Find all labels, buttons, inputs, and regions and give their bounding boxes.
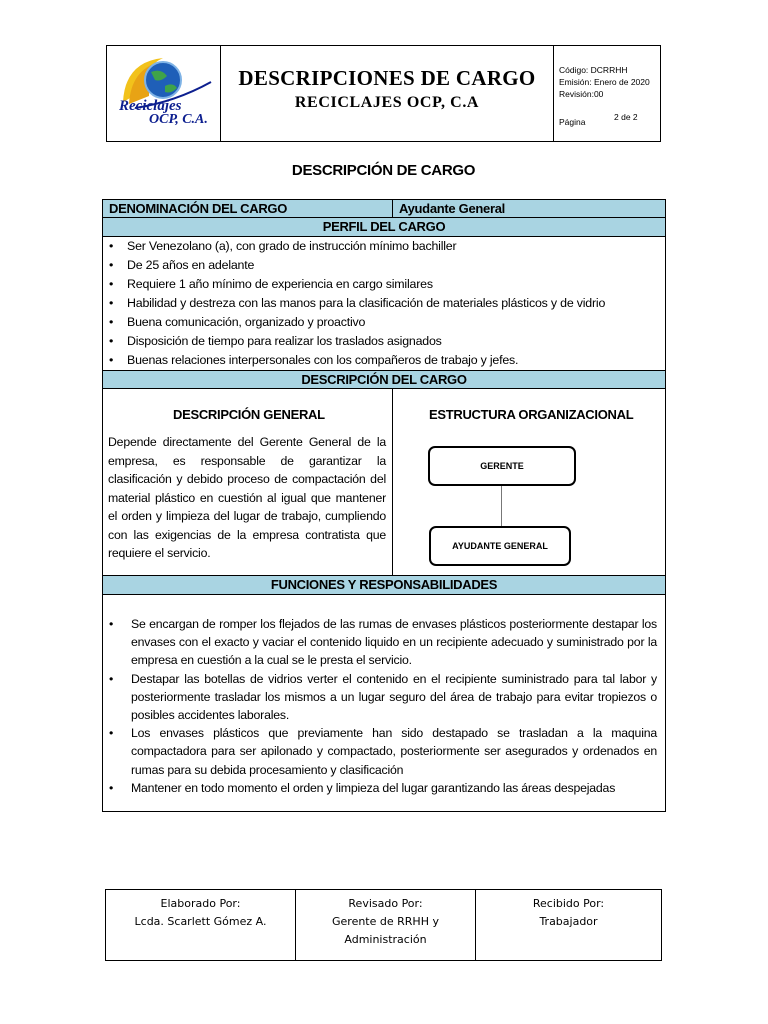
- denomination-value: Ayudante General: [399, 201, 505, 216]
- reviewed-role-line1: Gerente de RRHH y: [332, 915, 439, 928]
- logo-text-line2: OCP, C.A.: [149, 112, 208, 127]
- description-header: DESCRIPCIÓN DEL CARGO: [103, 370, 665, 389]
- list-item: • Habilidad y destreza con las manos para la clasificación de materiales plásticos y de vidrio: [103, 294, 665, 313]
- header-company: RECICLAJES OCP, C.A: [294, 94, 480, 111]
- reviewed-role-line2: Administración: [344, 933, 427, 946]
- list-item: • Requiere 1 año mínimo de experiencia en cargo similares: [103, 275, 665, 294]
- signature-table: [105, 889, 662, 961]
- received-cell: [476, 890, 661, 960]
- denomination-label: DENOMINACIÓN DEL CARGO: [103, 200, 393, 217]
- reviewed-label: Revisado Por:: [348, 897, 423, 910]
- list-item: • De 25 años en adelante: [103, 256, 665, 275]
- header-meta-cell: [554, 46, 660, 141]
- page-label: Página: [559, 117, 586, 127]
- doc-title: DESCRIPCIÓN DE CARGO: [291, 162, 476, 179]
- org-connector-line: [501, 484, 502, 528]
- doc-code: Código: DCRRHH: [559, 65, 628, 75]
- job-description-table: [102, 199, 666, 812]
- org-box-manager: GERENTE: [428, 446, 576, 486]
- header-title: DESCRIPCIONES DE CARGO: [238, 66, 536, 90]
- logo-cell: [107, 46, 221, 141]
- list-item: • Ser Venezolano (a), con grado de instrucción mínimo bachiller: [103, 237, 665, 256]
- list-item: • Buena comunicación, organizado y proactivo: [103, 313, 665, 332]
- functions-list: [103, 615, 665, 797]
- doc-revision: Revisión:00: [559, 89, 604, 99]
- header-title-cell: [221, 46, 554, 141]
- profile-list: [103, 237, 665, 370]
- logo-text-line1: Reciclajes: [119, 98, 182, 114]
- general-description-title: DESCRIPCIÓN GENERAL: [173, 407, 325, 422]
- list-item: • Buenas relaciones interpersonales con los compañeros de trabajo y jefes.: [103, 351, 665, 370]
- page-number: 2 de 2: [614, 112, 638, 122]
- org-box-assistant: AYUDANTE GENERAL: [429, 526, 571, 566]
- list-item: • Mantener en todo momento el orden y limpieza del lugar garantizando las áreas despejadas: [103, 779, 665, 797]
- elaborated-label: Elaborado Por:: [160, 897, 241, 910]
- profile-header: PERFIL DEL CARGO: [103, 218, 665, 237]
- org-structure-title: ESTRUCTURA ORGANIZACIONAL: [429, 407, 634, 422]
- document-header: [106, 45, 661, 142]
- list-item: • Se encargan de romper los flejados de las rumas de envases plásticos posteriormente destapar los envases con el exacto y vaciar el contenido liquido en un recipiente adecuado y suministrado por la empresa en cuestión a la cual se le presta el servicio.: [103, 615, 665, 670]
- general-description-text: Depende directamente del Gerente General de la empresa, es responsable de garantizar la clasificación y debido proceso de compactación del material plástico en cuestión al igual que mantener el orden y limpieza del lugar de trabajo, cumpliendo con las exigencias de la empresa contratista que requiere el servicio.: [108, 435, 386, 560]
- received-label: Recibido Por:: [532, 897, 605, 910]
- received-name: Trabajador: [539, 915, 598, 928]
- list-item: • Destapar las botellas de vidrios verter el contenido en el recipiente suministrado para tal labor y posteriormente trasladar los mismos a un lugar seguro del área de trabajo para evitar tropiezos o posibles accidentes laborales.: [103, 670, 665, 725]
- description-section: [103, 388, 665, 576]
- list-item: • Disposición de tiempo para realizar los traslados asignados: [103, 332, 665, 351]
- denomination-row: [103, 200, 665, 218]
- list-item: • Los envases plásticos que previamente han sido destapado se trasladan a la maquina compactadora para ser apilonado y compactado, posteriormente ser asegurados y ordenados en rumas para su debida procesamiento y clasificación: [103, 724, 665, 779]
- elaborated-cell: [106, 890, 296, 960]
- reviewed-cell: [296, 890, 476, 960]
- functions-header: FUNCIONES Y RESPONSABILIDADES: [103, 576, 665, 595]
- general-description-cell: [103, 388, 393, 575]
- doc-emission: Emisión: Enero de 2020: [559, 77, 650, 87]
- elaborated-name: Lcda. Scarlett Gómez A.: [134, 915, 267, 928]
